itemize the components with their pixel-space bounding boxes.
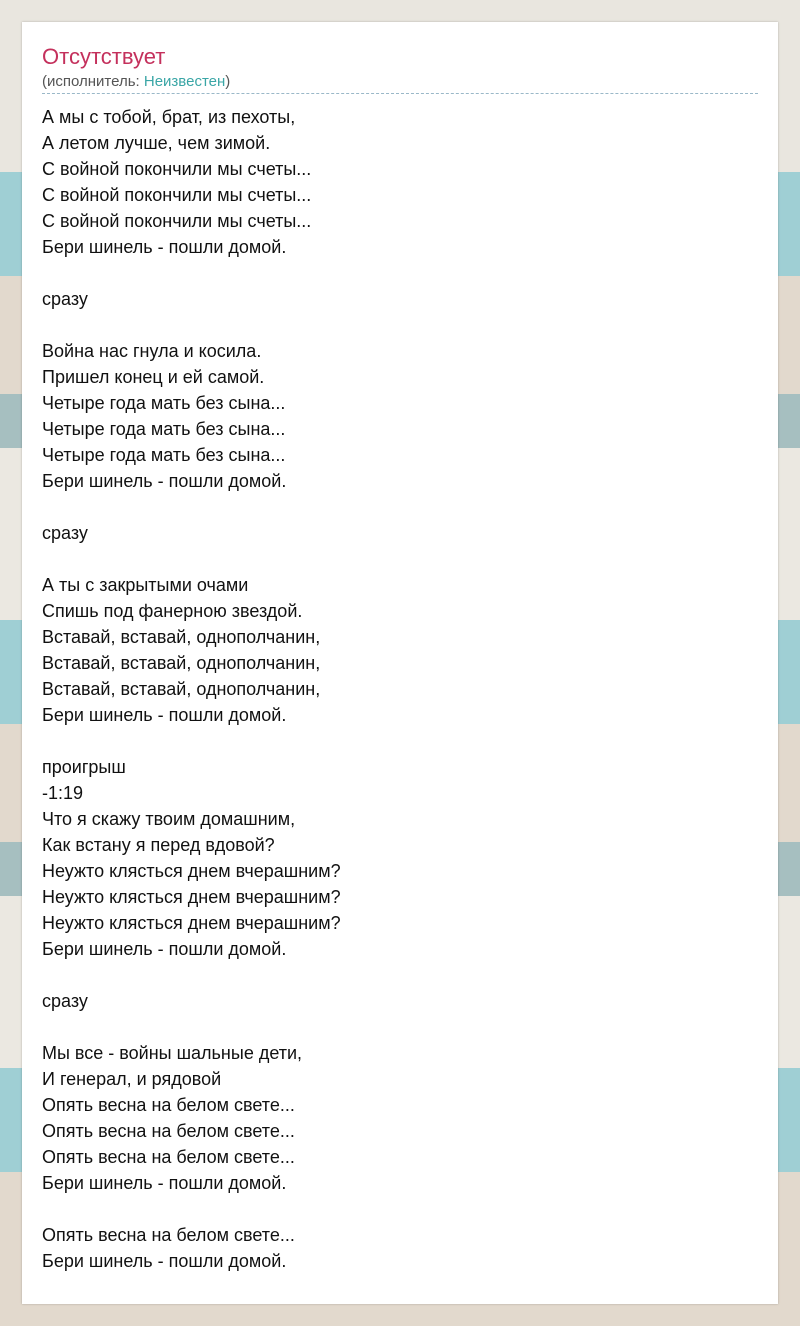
lyric-blank-line: [42, 260, 742, 286]
lyric-line: сразу: [42, 289, 88, 309]
lyric-line: Спишь под фанерною звездой.: [42, 601, 303, 621]
lyric-line: А ты с закрытыми очами: [42, 575, 249, 595]
lyric-line: Неужто клясться днем вчерашним?: [42, 913, 341, 933]
lyric-line: С войной покончили мы счеты...: [42, 159, 312, 179]
performer-link[interactable]: Неизвестен: [143, 73, 226, 90]
lyric-blank-line: [42, 1014, 742, 1040]
lyric-line: сразу: [42, 523, 88, 543]
lyric-line: Опять весна на белом свете...: [42, 1225, 295, 1245]
lyric-line: Бери шинель - пошли домой.: [42, 1173, 287, 1193]
lyric-line: Вставай, вставай, однополчанин,: [42, 627, 321, 647]
lyric-line: С войной покончили мы счеты...: [42, 211, 312, 231]
lyric-blank-line: [42, 546, 742, 572]
lyric-line: Бери шинель - пошли домой.: [42, 939, 287, 959]
lyric-line: Бери шинель - пошли домой.: [42, 705, 287, 725]
title-divider: [42, 93, 758, 94]
lyric-line: Бери шинель - пошли домой.: [42, 1251, 287, 1271]
lyric-line: Четыре года мать без сына...: [42, 393, 286, 413]
lyric-line: проигрыш: [42, 757, 126, 777]
lyric-line: Пришел конец и ей самой.: [42, 367, 265, 387]
song-title: Отсутствует: [42, 44, 166, 69]
lyric-line: Неужто клясться днем вчерашним?: [42, 887, 341, 907]
lyric-blank-line: [42, 962, 742, 988]
performer-line: [42, 73, 230, 91]
lyric-line: Мы все - войны шальные дети,: [42, 1043, 303, 1063]
lyric-line: Бери шинель - пошли домой.: [42, 471, 287, 491]
lyric-blank-line: [42, 728, 742, 754]
lyric-blank-line: [42, 1196, 742, 1222]
lyric-line: сразу: [42, 991, 88, 1011]
lyric-line: Вставай, вставай, однополчанин,: [42, 679, 321, 699]
lyric-line: С войной покончили мы счеты...: [42, 185, 312, 205]
lyric-line: А мы с тобой, брат, из пехоты,: [42, 107, 296, 127]
lyric-blank-line: [42, 312, 742, 338]
performer-suffix: ): [225, 73, 231, 90]
performer-prefix: (исполнитель:: [42, 73, 144, 90]
lyrics-card: [22, 22, 778, 1304]
lyric-line: Опять весна на белом свете...: [42, 1095, 295, 1115]
lyric-blank-line: [42, 494, 742, 520]
lyric-line: Четыре года мать без сына...: [42, 419, 286, 439]
lyric-line: Что я скажу твоим домашним,: [42, 809, 296, 829]
lyric-line: -1:19: [42, 783, 84, 803]
lyric-line: Опять весна на белом свете...: [42, 1121, 295, 1141]
lyric-line: Неужто клясться днем вчерашним?: [42, 861, 341, 881]
lyric-line: Четыре года мать без сына...: [42, 445, 286, 465]
lyric-line: Опять весна на белом свете...: [42, 1147, 295, 1167]
lyric-line: Вставай, вставай, однополчанин,: [42, 653, 321, 673]
lyric-line: И генерал, и рядовой: [42, 1069, 222, 1089]
lyric-line: Война нас гнула и косила.: [42, 341, 262, 361]
lyrics-text: [42, 104, 742, 1274]
lyric-line: Бери шинель - пошли домой.: [42, 237, 287, 257]
lyric-line: А летом лучше, чем зимой.: [42, 133, 271, 153]
lyric-line: Как встану я перед вдовой?: [42, 835, 275, 855]
